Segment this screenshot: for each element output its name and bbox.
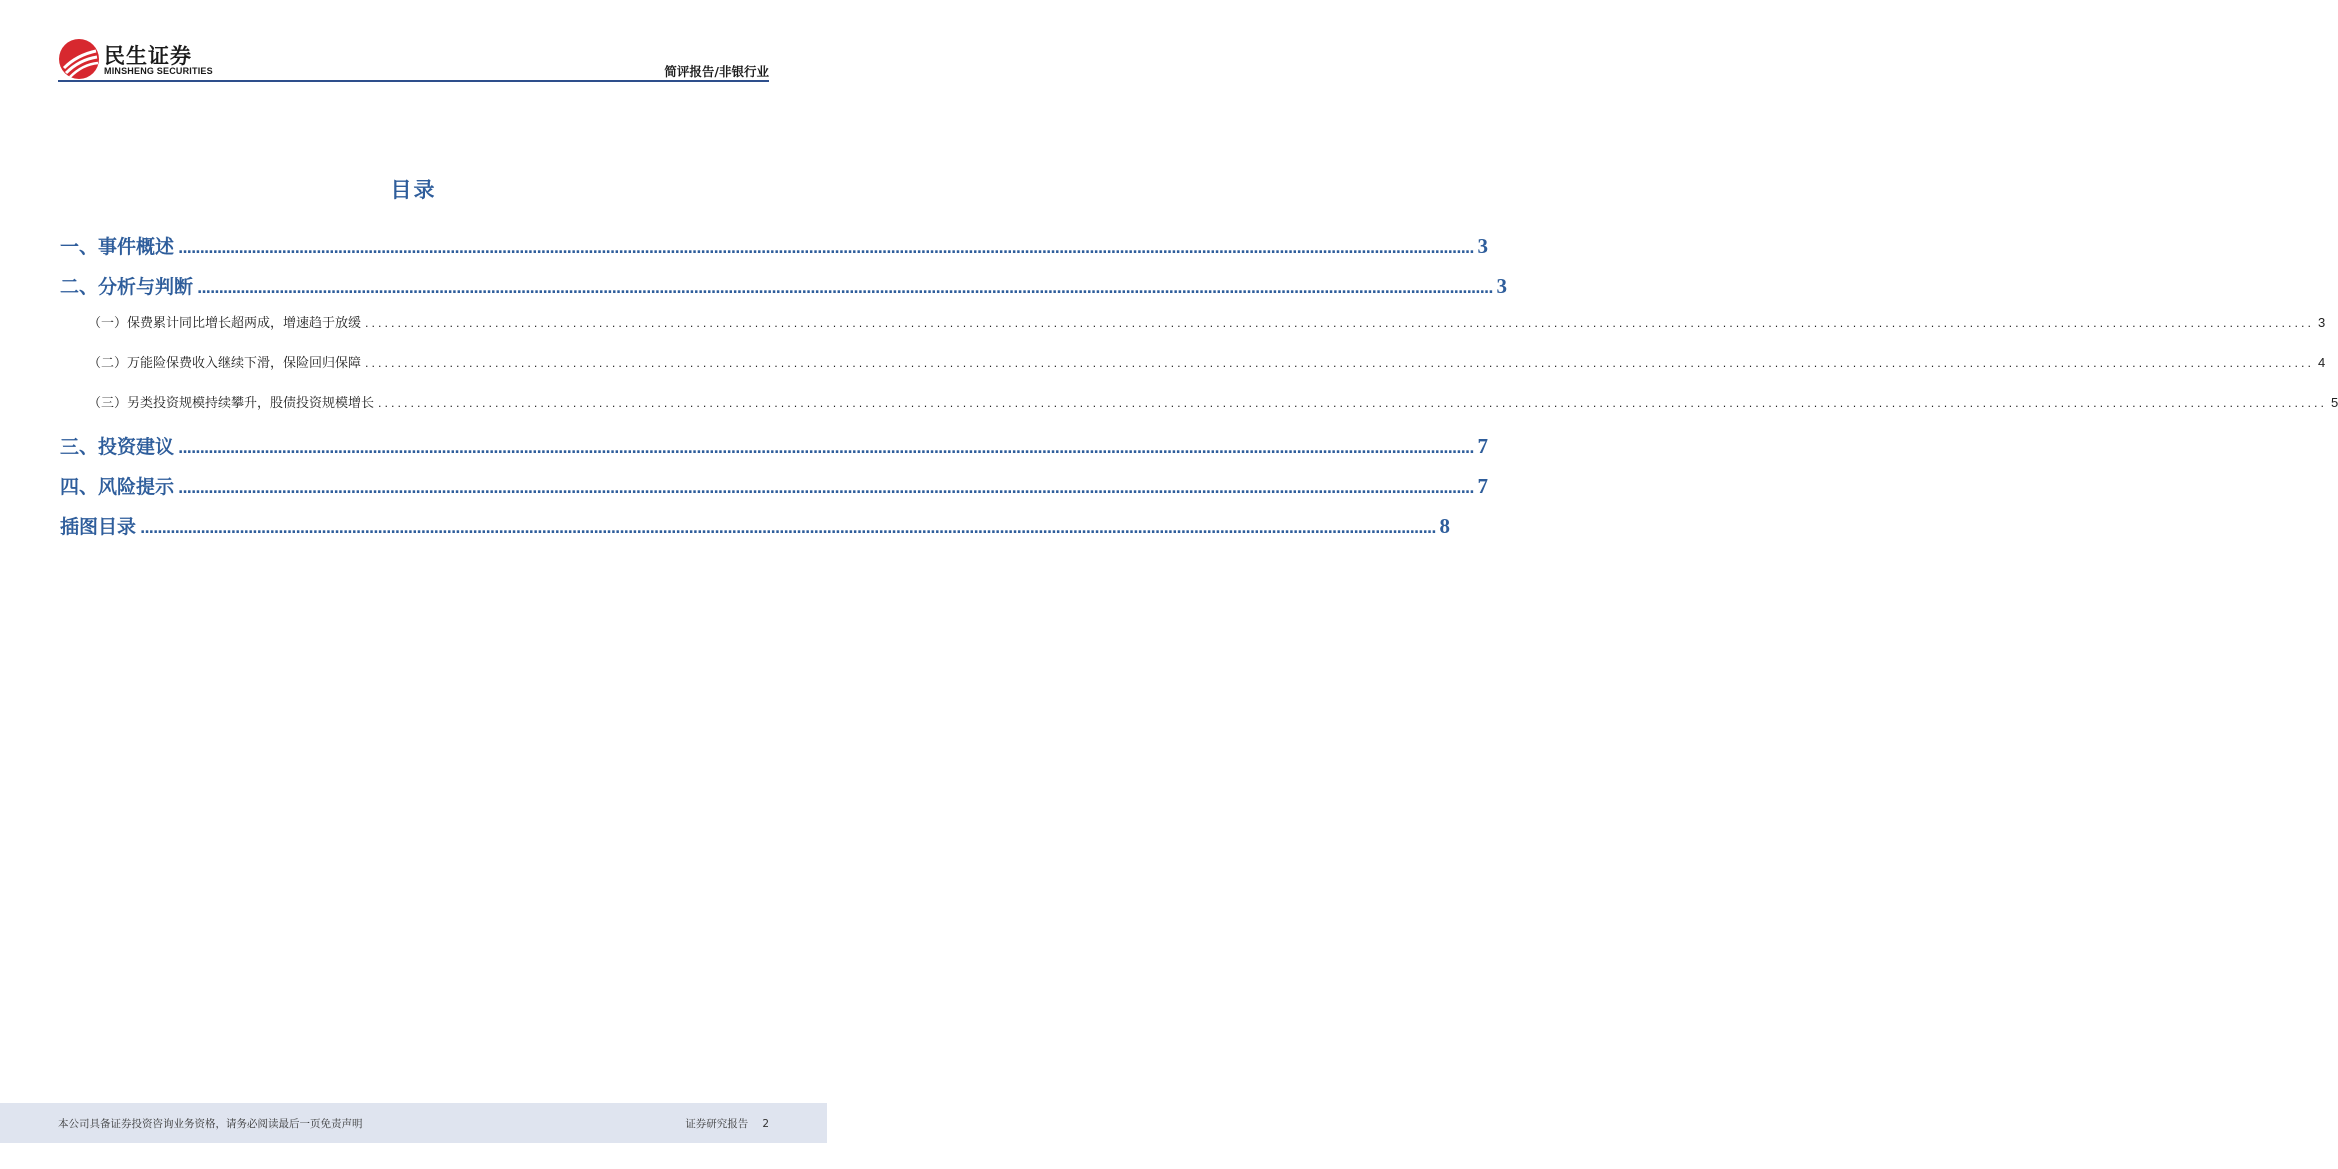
toc-entry-text: （一）保费累计同比增长超两成，增速趋于放缓 <box>88 316 362 331</box>
toc-leader-dots: ............................................................................................................................................................................................................................................................................................................ <box>365 357 2314 370</box>
toc-entry-text: 二、分析与判断 <box>60 276 194 298</box>
toc-entry-text: 插图目录 <box>60 516 137 538</box>
toc-entry-text: （三）另类投资规模持续攀升，股债投资规模增长 <box>88 396 375 411</box>
toc-entry[interactable] <box>60 312 2326 352</box>
toc-entry-text: 三、投资建议 <box>60 436 175 458</box>
toc-page-number: 4 <box>2318 355 2326 370</box>
toc-entry[interactable] <box>60 472 1489 512</box>
report-type: 简评报告/非银行业 <box>664 64 769 79</box>
toc-leader-dots: ............................................................................................................................................................................................................................................................................................................ <box>178 441 1474 457</box>
toc-page-number: 5 <box>2331 395 2338 410</box>
toc-page-number: 3 <box>1496 274 1508 298</box>
footer-doc-type: 证券研究报告 <box>685 1118 749 1130</box>
toc-entry[interactable] <box>60 432 1489 472</box>
toc-leader-dots: ............................................................................................................................................................................................................................................................................................................ <box>365 317 2314 330</box>
toc-entry[interactable] <box>60 392 2338 432</box>
toc-leader-dots: ............................................................................................................................................................................................................................................................................................................ <box>197 281 1493 297</box>
toc-entry[interactable] <box>60 512 1451 552</box>
toc-page-number: 8 <box>1439 514 1451 538</box>
toc-entry[interactable] <box>60 272 1508 312</box>
footer-disclaimer: 本公司具备证券投资咨询业务资格，请务必阅读最后一页免责声明 <box>58 1118 363 1130</box>
toc-leader-dots: ............................................................................................................................................................................................................................................................................................................ <box>378 397 2327 410</box>
brand-name-en: MINSHENG SECURITIES <box>104 66 213 76</box>
toc-leader-dots: ............................................................................................................................................................................................................................................................................................................ <box>178 481 1474 497</box>
toc-entry-text: 四、风险提示 <box>60 476 175 498</box>
toc-page-number: 7 <box>1477 474 1489 498</box>
minsheng-logo-icon <box>58 38 100 80</box>
header-divider <box>58 80 769 82</box>
toc-entry[interactable] <box>60 352 2326 392</box>
toc-leader-dots: ............................................................................................................................................................................................................................................................................................................ <box>140 521 1436 537</box>
toc-page-number: 3 <box>1477 234 1489 258</box>
toc-page-number: 3 <box>2318 315 2326 330</box>
toc-entry[interactable] <box>60 232 1489 272</box>
brand-logo <box>58 38 248 82</box>
toc-entry-text: 一、事件概述 <box>60 236 175 258</box>
toc-leader-dots: ............................................................................................................................................................................................................................................................................................................ <box>178 241 1474 257</box>
table-of-contents <box>60 232 2338 552</box>
page-header <box>0 0 827 90</box>
toc-page-number: 7 <box>1477 434 1489 458</box>
page-number: 2 <box>762 1118 769 1130</box>
page-footer <box>0 1103 827 1143</box>
brand-name-cn: 民生证券 <box>104 44 192 68</box>
toc-title: 目录 <box>390 178 437 202</box>
toc-entry-text: （二）万能险保费收入继续下滑，保险回归保障 <box>88 356 362 371</box>
footer-right <box>671 1116 769 1131</box>
